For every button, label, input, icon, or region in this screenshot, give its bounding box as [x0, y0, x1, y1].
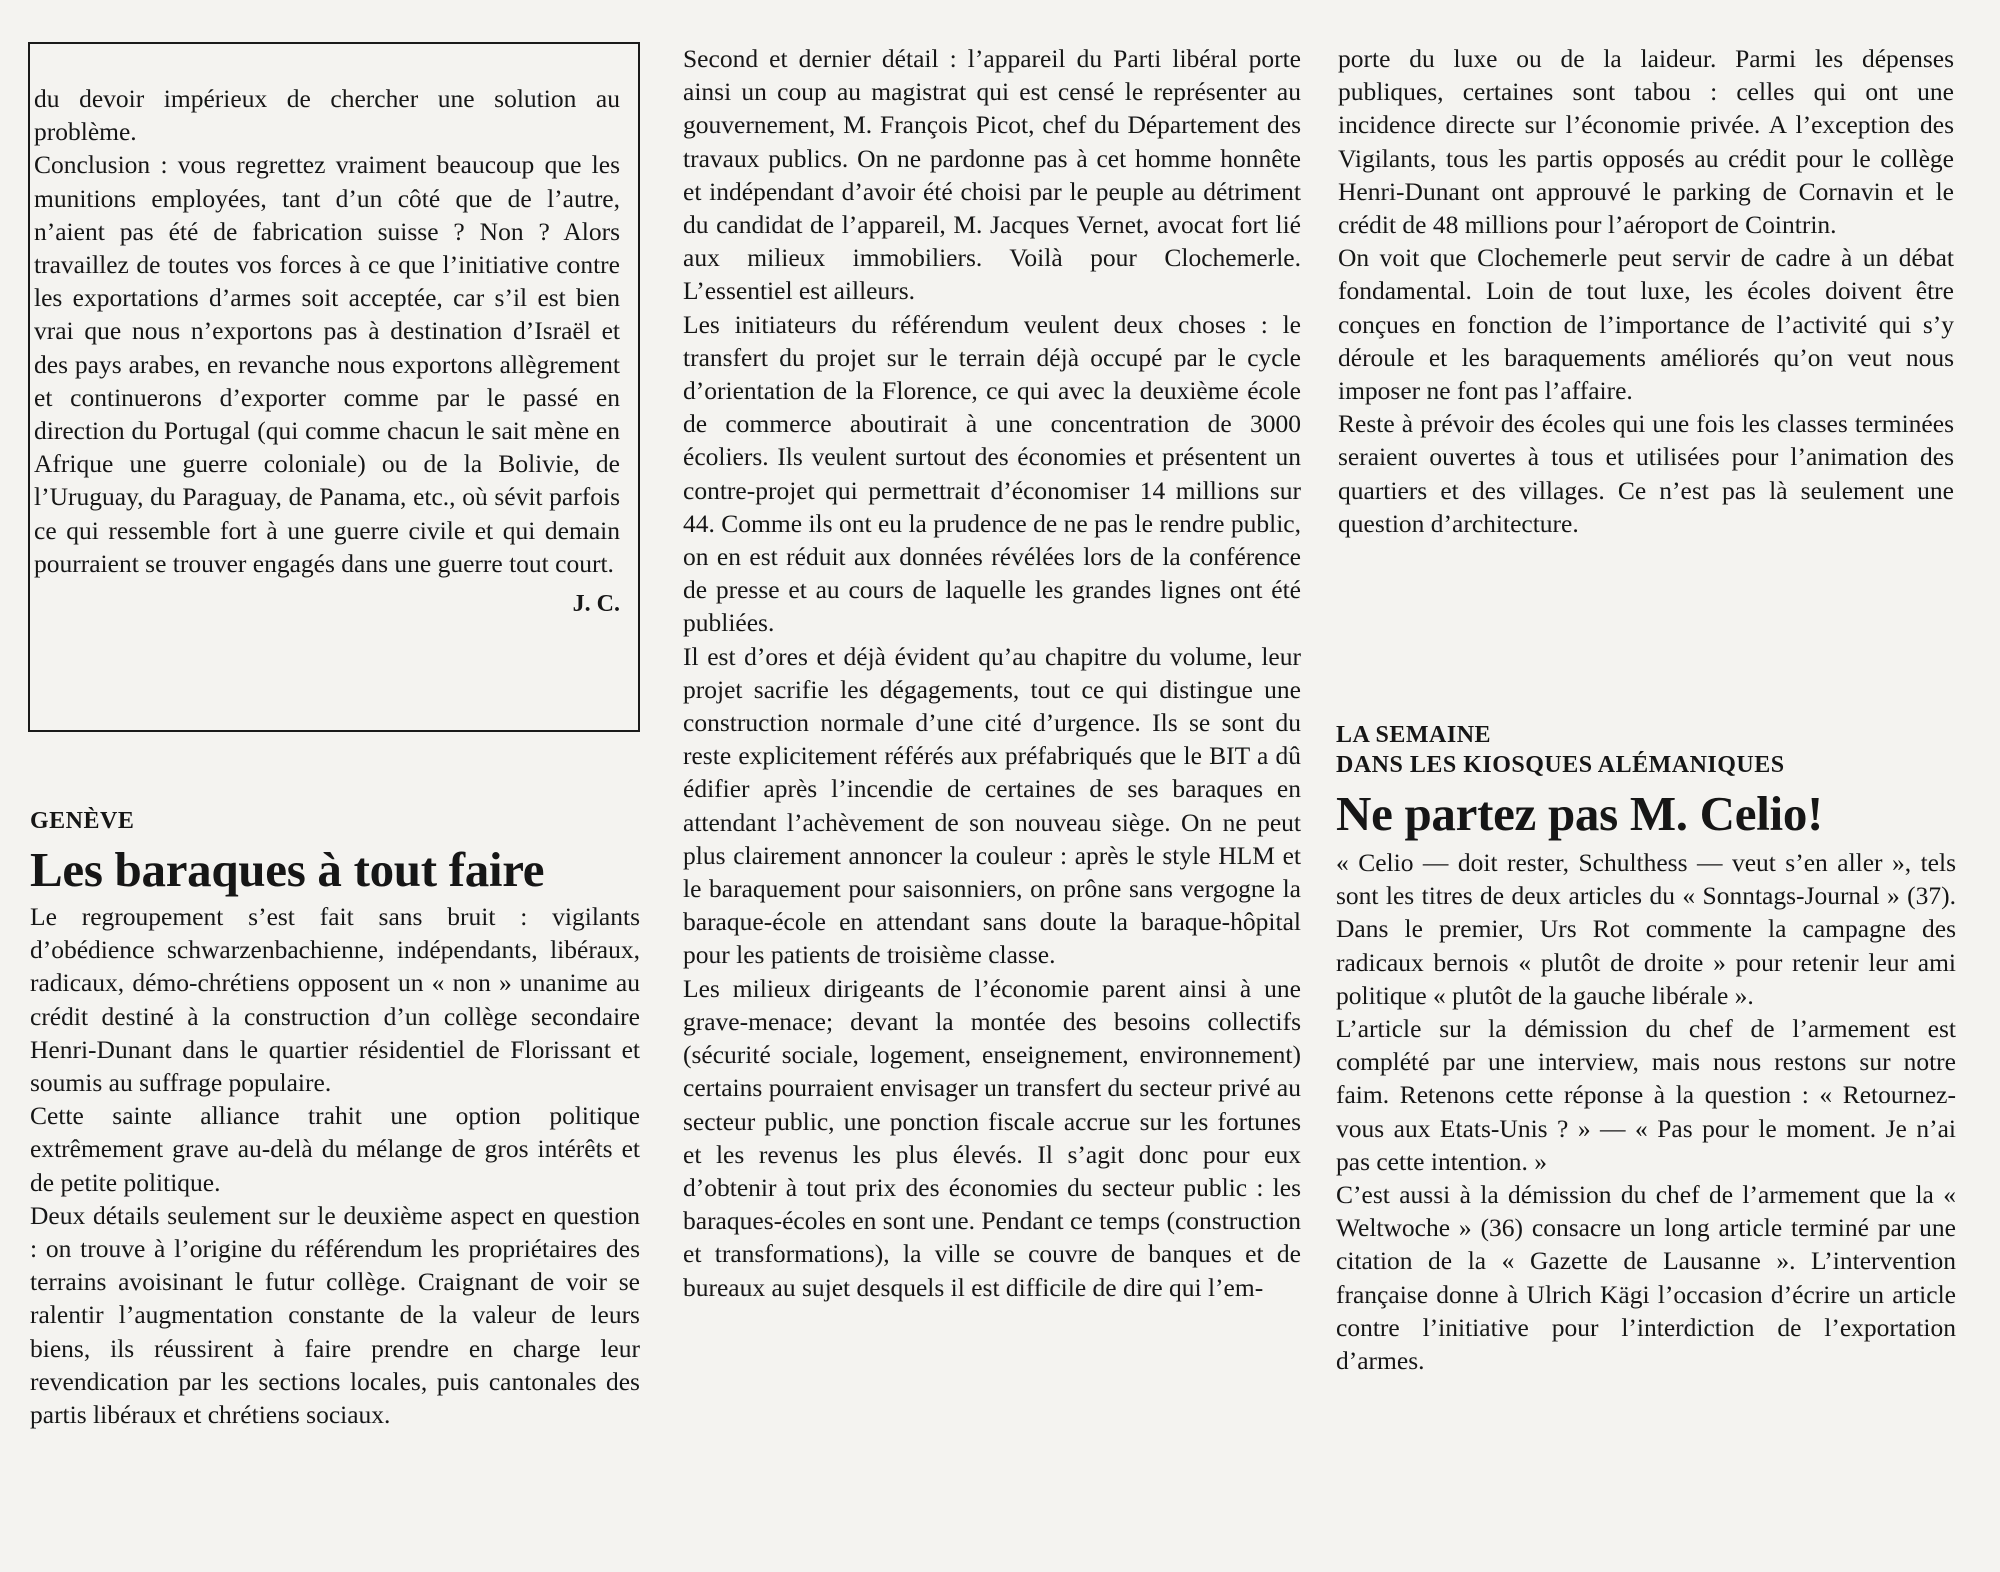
middle-column — [683, 42, 1301, 1304]
article-geneve — [30, 806, 640, 1431]
article-paragraph: « Celio — doit rester, Schulthess — veut s’en aller », tels sont les titres de deux articles du « Sonntags-Journal » (37). Dans le premier, Urs Rot commente la campagne des radicaux bernois « plutôt de droite » pour retenir leur ami politique « plutôt de la gauche libérale ». — [1336, 848, 1956, 1010]
article-body — [1336, 846, 1956, 1377]
article-paragraph: Cette sainte alliance trahit une option politique extrêmement grave au-delà du mélange de gros intérêts et de petite politique. — [30, 1101, 640, 1197]
article-paragraph: Le regroupement s’est fait sans bruit : vigilants d’obédience schwarzenbachienne, indépendants, libéraux, radicaux, démo-chrétiens opposent un « non » unanime au crédit destiné à la construction d’un collège secondaire Henri-Dunant dans le quartier résidentiel de Florissant et soumis au suffrage populaire. — [30, 902, 640, 1098]
article-paragraph: C’est aussi à la démission du chef de l’armement que la « Weltwoche » (36) consacre un long article terminé par une citation de la « Gazette de Lausanne ». L’intervention française donne à Ulrich Kägi l’occasion d’écrire un article contre l’initiative pour l’interdiction de l’exportation d’armes. — [1336, 1180, 1956, 1376]
article-paragraph: porte du luxe ou de la laideur. Parmi les dépenses publiques, certaines sont tabou : celles qui ont une incidence directe sur l’économie privée. A l’exception des Vigilants, tous les partis opposés au crédit pour le collège Henri-Dunant ont approuvé le parking de Cornavin et le crédit de 48 millions pour l’aéroport de Cointrin. — [1338, 44, 1954, 240]
article-paragraph: Les milieux dirigeants de l’économie parent ainsi à une grave-menace; devant la montée des besoins collectifs (sécurité sociale, logement, enseignement, environnement) certains pourraient envisager un transfert du secteur privé au secteur public, une ponction fiscale accrue sur les fortunes et les revenus les plus élevés. Il s’agit donc pour eux d’obtenir à tout prix des économies du secteur public : les baraques-écoles en sont une. Pendant ce temps (construction et transformations), la ville se couvre de banques et de bureaux au sujet desquels il est difficile de dire qui l’em- — [683, 973, 1301, 1302]
letter-paragraph: du devoir impérieux de chercher une solution au problème. — [34, 84, 620, 147]
article-kicker: LA SEMAINE — [1336, 722, 1492, 748]
article-paragraph: Il est d’ores et déjà évident qu’au chapitre du volume, leur projet sacrifie les dégagements, tout ce qui distingue une construction normale d’une cité d’urgence. Ils se sont du reste explicitement référés aux préfabriqués que le BIT a dû édifier après l’incendie de certaines de ses baraques en attendant l’achèvement de son nouveau siège. On ne peut plus clairement annoncer la couleur : après le style HLM et le baraquement pour saisonniers, on prône sans vergogne la baraque-école en attendant sans doute la baraque-hôpital pour les patients de troisième classe. — [683, 641, 1301, 970]
article-paragraph: Second et dernier détail : l’appareil du Parti libéral porte ainsi un coup au magistrat qui est censé le représenter au gouvernement, M. François Picot, chef du Département des travaux publics. On ne pardonne pas à cet homme honnête et indépendant d’avoir été choisi par le peuple au détriment du candidat de l’appareil, M. Jacques Vernet, avocat fort lié aux milieux immobiliers. Voilà pour Clochemerle. L’essentiel est ailleurs. — [683, 44, 1301, 306]
article-paragraph: L’article sur la démission du chef de l’armement est complété par une interview, mais nous restons sur notre faim. Retenons cette réponse à la question : « Retournez-vous aux Etats-Unis ? » — « Pas pour le moment. Je n’ai pas cette intention. » — [1336, 1014, 1956, 1176]
article-paragraph: Reste à prévoir des écoles qui une fois les classes terminées seraient ouvertes à tous et utilisées pour l’animation des quartiers et des villages. Ce n’est pas là seulement une question d’architecture. — [1338, 409, 1954, 538]
article-body — [30, 900, 640, 1431]
article-headline: Les baraques à tout faire — [30, 842, 545, 897]
article-paragraph: Les initiateurs du référendum veulent deux choses : le transfert du projet sur le terrain déjà occupé par le cycle d’orientation de la Florence, ce qui avec la deuxième école de commerce aboutirait à une concentration de 3000 écoliers. Ils veulent surtout des économies et présentent un contre-projet qui permettrait d’économiser 14 millions sur 44. Comme ils ont eu la prudence de ne pas le rendre public, on en est réduit aux données révélées lors de la conférence de presse et au cours de laquelle les grandes lignes ont été publiées. — [683, 309, 1301, 638]
article-headline: Ne partez pas M. Celio! — [1336, 786, 1824, 841]
letter-paragraph: Conclusion : vous regrettez vraiment beaucoup que les munitions employées, tant d’un côté que de l’autre, n’aient pas été de fabrication suisse ? Non ? Alors travaillez de toutes vos forces à ce que l’initiative contre les exportations d’armes soit acceptée, car s’il est bien vrai que nous n’exportons pas à destination d’Israël et des pays arabes, en revanche nous exportons allègrement et continuerons d’exporter comme par le passé en direction du Portugal (qui comme chacun le sait mène en Afrique une guerre coloniale) ou de la Bolivie, de l’Uruguay, du Paraguay, de Panama, etc., où sévit parfois ce qui ressemble fort à une guerre civile et qui demain pourraient se trouver engagés dans une guerre tout court. — [34, 150, 620, 578]
article-kicker: GENÈVE — [30, 808, 135, 834]
article-kicker: DANS LES KIOSQUES ALÉMANIQUES — [1336, 752, 1785, 778]
right-column — [1338, 42, 1954, 540]
article-paragraph: Deux détails seulement sur le deuxième aspect en question : on trouve à l’origine du référendum les propriétaires des terrains avoisinant le futur collège. Craignant de voir se ralentir l’augmentation constante de la valeur de leurs biens, ils réussirent à faire prendre en charge leur revendication par les sections locales, puis cantonales des partis libéraux et chrétiens sociaux. — [30, 1200, 640, 1430]
letter-body — [34, 82, 620, 621]
article-paragraph: On voit que Clochemerle peut servir de cadre à un débat fondamental. Loin de tout luxe, les écoles doivent être conçues en fonction de l’importance de l’activité qui s’y déroule et les baraquements améliorés qu’on veut nous imposer ne font pas l’affaire. — [1338, 243, 1954, 406]
article-semaine — [1336, 720, 1956, 1377]
letter-box — [28, 42, 640, 732]
letter-signature: J. C. — [572, 591, 620, 618]
